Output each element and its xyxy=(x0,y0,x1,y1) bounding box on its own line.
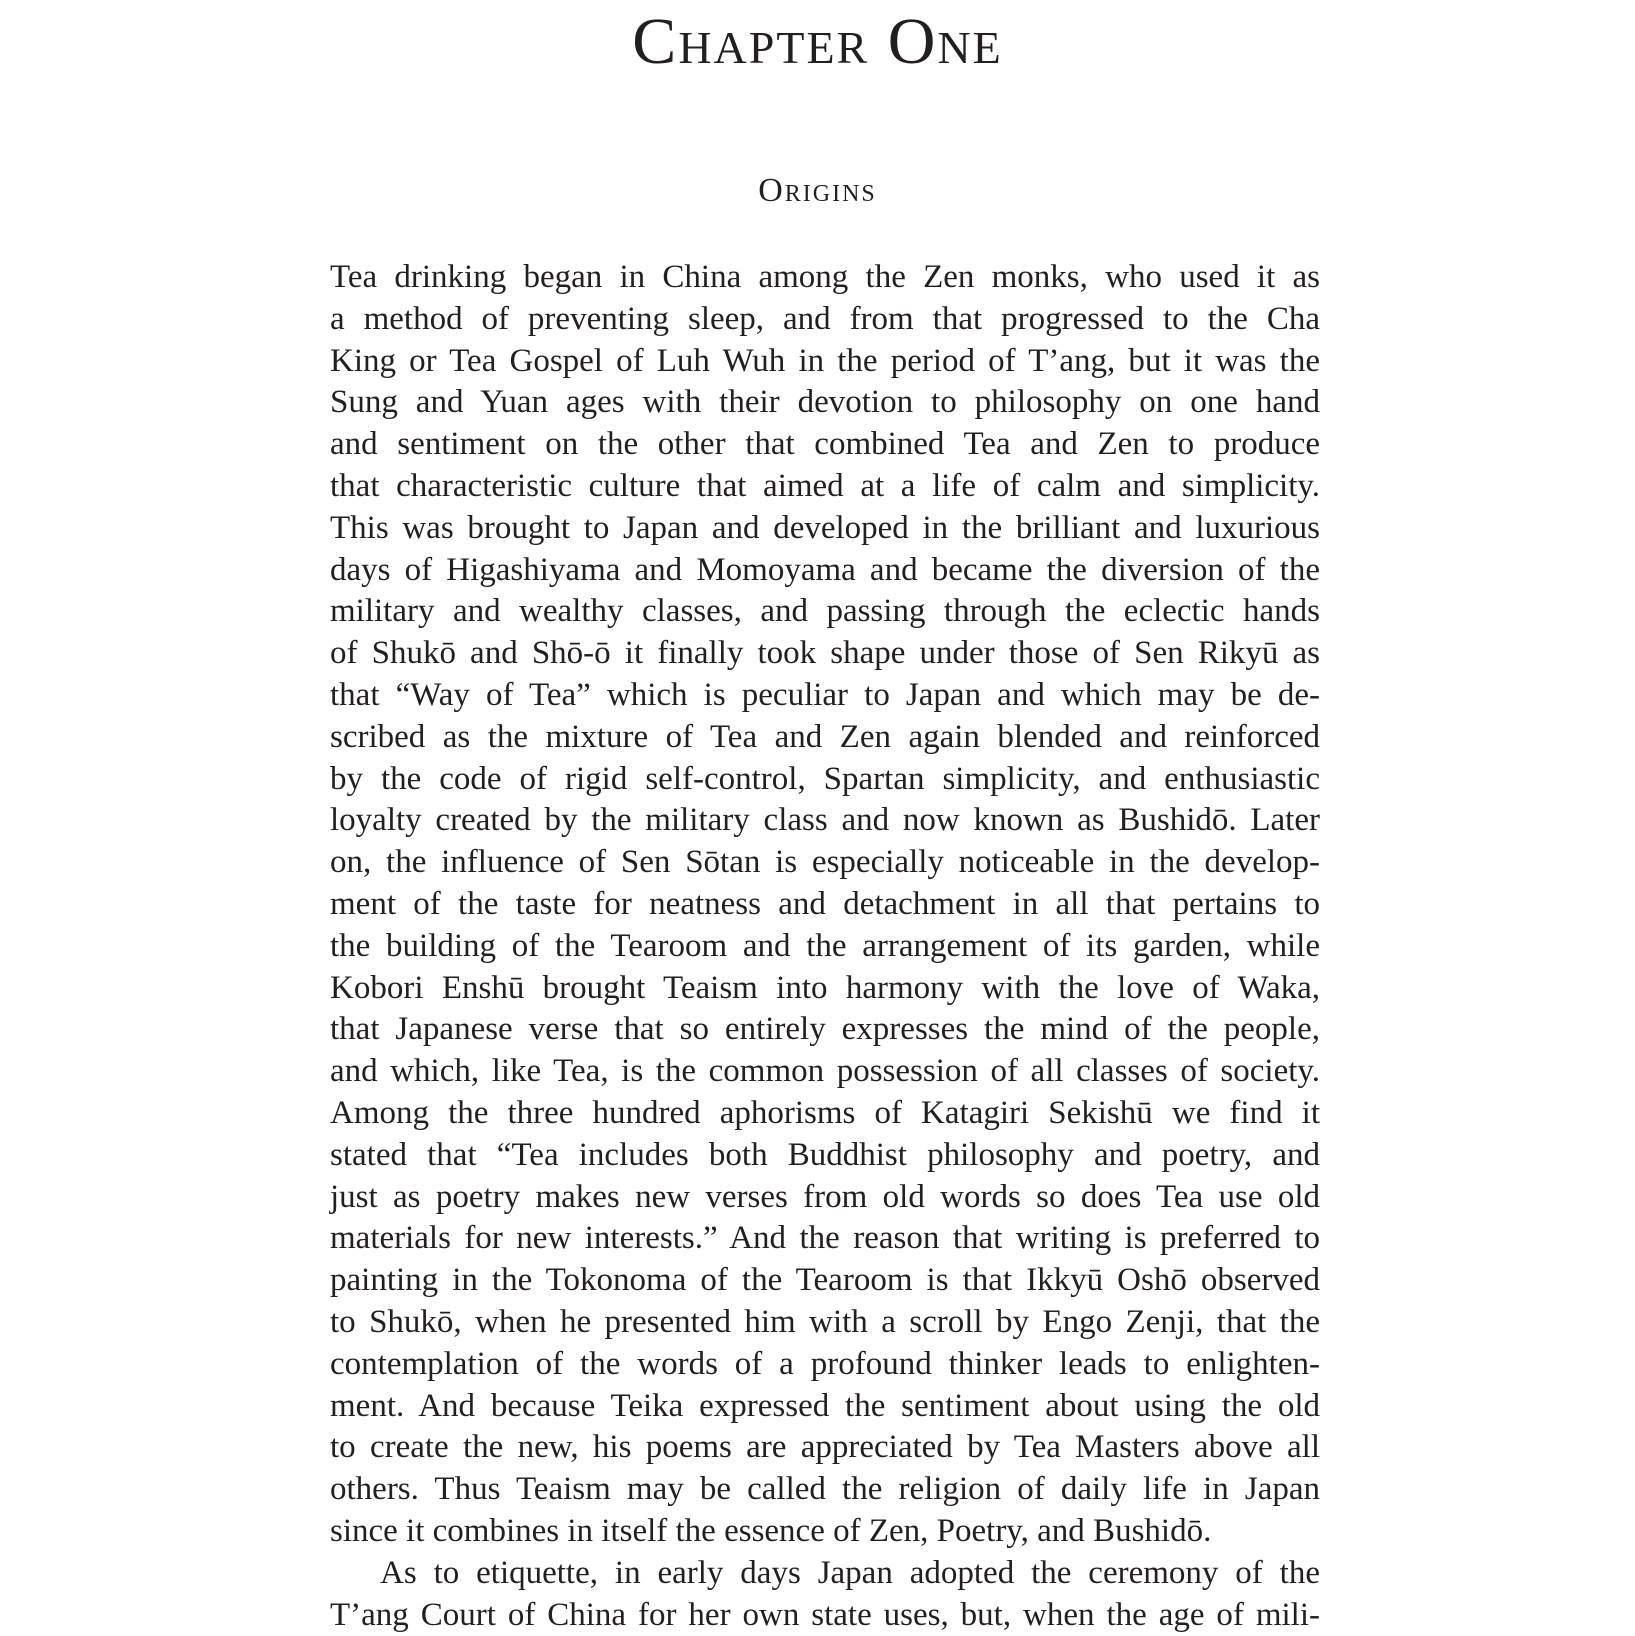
text-line: military and wealthy classes, and passing through the eclectic hands xyxy=(330,591,1320,633)
text-line: that Japanese verse that so entirely expresses the mind of the people, xyxy=(330,1009,1320,1051)
paragraph xyxy=(330,257,1320,1553)
text-line: contemplation of the words of a profound thinker leads to enlighten- xyxy=(330,1344,1320,1386)
text-line: of Shukō and Shō-ō it finally took shape under those of Sen Rikyū as xyxy=(330,633,1320,675)
text-line: a method of preventing sleep, and from that progressed to the Cha xyxy=(330,299,1320,341)
paragraph xyxy=(330,1553,1320,1636)
text-line: painting in the Tokonoma of the Tearoom is that Ikkyū Oshō observed xyxy=(330,1260,1320,1302)
text-line: that characteristic culture that aimed at a life of calm and simplicity. xyxy=(330,466,1320,508)
text-line: Sung and Yuan ages with their devotion to philosophy on one hand xyxy=(330,382,1320,424)
text-line: to Shukō, when he presented him with a scroll by Engo Zenji, that the xyxy=(330,1302,1320,1344)
text-line: stated that “Tea includes both Buddhist philosophy and poetry, and xyxy=(330,1135,1320,1177)
text-line: King or Tea Gospel of Luh Wuh in the period of T’ang, but it was the xyxy=(330,341,1320,383)
text-line: scribed as the mixture of Tea and Zen again blended and reinforced xyxy=(330,717,1320,759)
text-line: Tea drinking began in China among the Zen monks, who used it as xyxy=(330,257,1320,299)
text-line: and which, like Tea, is the common possession of all classes of society. xyxy=(330,1051,1320,1093)
text-line: others. Thus Teaism may be called the religion of daily life in Japan xyxy=(330,1469,1320,1511)
text-line: ment. And because Teika expressed the sentiment about using the old xyxy=(330,1386,1320,1428)
text-line: just as poetry makes new verses from old words so does Tea use old xyxy=(330,1177,1320,1219)
text-line: to create the new, his poems are appreciated by Tea Masters above all xyxy=(330,1427,1320,1469)
section-title: Origins xyxy=(0,170,1635,212)
text-line: ment of the taste for neatness and detachment in all that pertains to xyxy=(330,884,1320,926)
text-line: This was brought to Japan and developed in the brilliant and luxurious xyxy=(330,508,1320,550)
text-line: Among the three hundred aphorisms of Katagiri Sekishū we find it xyxy=(330,1093,1320,1135)
text-line: loyalty created by the military class and now known as Bushidō. Later xyxy=(330,800,1320,842)
text-line: since it combines in itself the essence of Zen, Poetry, and Bushidō. xyxy=(330,1511,1320,1553)
text-line: days of Higashiyama and Momoyama and became the diversion of the xyxy=(330,550,1320,592)
text-line: on, the influence of Sen Sōtan is especially noticeable in the develop- xyxy=(330,842,1320,884)
text-line: that “Way of Tea” which is peculiar to Japan and which may be de- xyxy=(330,675,1320,717)
text-line: Kobori Enshū brought Teaism into harmony with the love of Waka, xyxy=(330,968,1320,1010)
chapter-title: Chapter One xyxy=(0,4,1635,80)
text-line: As to etiquette, in early days Japan adopted the ceremony of the xyxy=(330,1553,1320,1595)
text-line: the building of the Tearoom and the arrangement of its garden, while xyxy=(330,926,1320,968)
text-line: and sentiment on the other that combined Tea and Zen to produce xyxy=(330,424,1320,466)
text-line: by the code of rigid self-control, Spartan simplicity, and enthusiastic xyxy=(330,759,1320,801)
text-line: T’ang Court of China for her own state uses, but, when the age of mili- xyxy=(330,1595,1320,1636)
text-line: materials for new interests.” And the reason that writing is preferred to xyxy=(330,1218,1320,1260)
body-text xyxy=(330,257,1320,1636)
